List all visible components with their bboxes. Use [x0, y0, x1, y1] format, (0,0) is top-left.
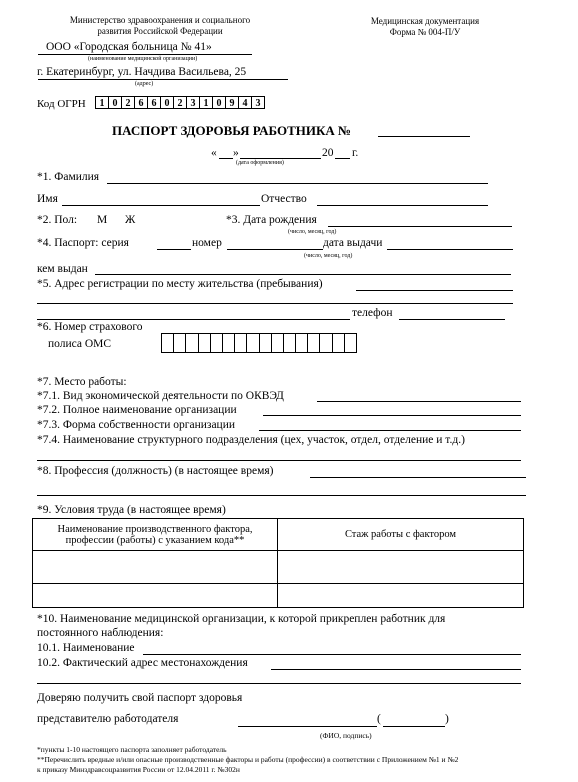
date-day-line [219, 158, 233, 159]
date-year-suffix: г. [352, 147, 359, 159]
trust-name-line[interactable] [238, 726, 377, 727]
profession-line-1[interactable] [310, 477, 526, 478]
org-full-name-line[interactable] [263, 415, 521, 416]
name-label: Имя [37, 193, 58, 205]
sex-label: *2. Пол: [37, 214, 78, 226]
section10-name-label: 10.1. Наименование [37, 642, 135, 654]
ogrn-digit-cell: 0 [212, 96, 226, 109]
registration-line-3[interactable] [37, 319, 350, 320]
birth-date-line[interactable] [328, 226, 512, 227]
table-row [33, 584, 524, 608]
ogrn-digit-cell: 0 [160, 96, 174, 109]
passport-label: *4. Паспорт: серия [37, 237, 129, 249]
issue-date-label: дата выдачи [323, 237, 383, 249]
ogrn-digit-cell: 1 [199, 96, 213, 109]
section10-address-label: 10.2. Фактический адрес местонахождения [37, 657, 248, 669]
table-cell-experience[interactable] [278, 584, 524, 608]
date-year-line [335, 158, 350, 159]
ogrn-label: Код ОГРН [37, 98, 86, 110]
profession-line-2[interactable] [37, 495, 526, 496]
trust-signature-line[interactable] [383, 726, 445, 727]
profession-label: *8. Профессия (должность) (в настоящее время) [37, 465, 274, 477]
ogrn-digit-cell: 1 [95, 96, 109, 109]
footnote-2: **Перечислить вредные и/или опасные производственные факторы и работы (профессии) в соответствии с Приложением №1 и №2 [37, 755, 459, 764]
department-line[interactable] [37, 460, 521, 461]
org-full-name-label: *7.2. Полное наименование организации [37, 404, 237, 416]
ogrn-digit-cell: 2 [121, 96, 135, 109]
issue-date-line[interactable] [387, 249, 513, 250]
ogrn-digit-cell: 6 [134, 96, 148, 109]
issued-by-label: кем выдан [37, 263, 88, 275]
patronymic-label: Отчество [261, 193, 307, 205]
ogrn-digit-cell: 4 [238, 96, 252, 109]
issued-by-line[interactable] [95, 274, 511, 275]
ogrn-digit-cell: 2 [173, 96, 187, 109]
section10-address-line[interactable] [271, 669, 521, 670]
date-open-quote: « [211, 147, 217, 159]
registration-line-2[interactable] [37, 303, 513, 304]
passport-series-line[interactable] [157, 249, 191, 250]
page-title: ПАСПОРТ ЗДОРОВЬЯ РАБОТНИКА № [112, 123, 352, 138]
footnote-1: *пункты 1-10 настоящего паспорта заполняет работодатель [37, 745, 227, 754]
department-label: *7.4. Наименование структурного подразделения (цех, участок, отдел, отделение и т.д.) [37, 434, 465, 446]
ownership-label: *7.3. Форма собственности организации [37, 419, 236, 431]
phone-line[interactable] [399, 319, 505, 320]
oms-label-1: *6. Номер страхового [37, 321, 143, 333]
phone-label: телефон [352, 307, 393, 319]
okved-line[interactable] [317, 401, 521, 402]
ministry-line1: Министерство здравоохранения и социального [69, 15, 251, 25]
address-text: г. Екатеринбург, ул. Начдива Васильева, 25 [37, 66, 247, 78]
date-month-line [240, 158, 321, 159]
sex-m[interactable]: М [97, 214, 108, 226]
address-underline [38, 79, 288, 80]
table-header-factor-line1: Наименование производственного фактора, [57, 523, 253, 535]
date-caption: (дата оформления) [236, 160, 284, 166]
footnote-3: к приказу Минздравсоцразвития России от 12.04.2011 г. №302н [37, 765, 240, 774]
ogrn-digit-cell: 3 [251, 96, 265, 109]
registration-line-1[interactable] [356, 290, 513, 291]
section10-line2: постоянного наблюдения: [37, 627, 164, 639]
passport-number-label: номер [192, 237, 222, 249]
table-cell-factor[interactable] [33, 584, 278, 608]
ogrn-digit-cell: 9 [225, 96, 239, 109]
ogrn-digit-cell: 0 [108, 96, 122, 109]
trust-caption: (ФИО, подпись) [320, 731, 372, 740]
conditions-label: *9. Условия труда (в настоящее время) [37, 504, 226, 516]
address-caption: (адрес) [135, 81, 154, 87]
surname-line[interactable] [107, 183, 488, 184]
doc-type: Медицинская документация [370, 16, 480, 26]
patronymic-line[interactable] [317, 205, 488, 206]
trust-line2: представителю работодателя [37, 713, 179, 725]
trust-close-paren: ) [445, 713, 449, 725]
title-number-line [378, 136, 470, 137]
okved-label: *7.1. Вид экономической деятельности по ОКВЭД [37, 390, 284, 402]
org-name-underline [38, 54, 252, 55]
table-header-factor-line2: профессии (работы) с указанием кода** [65, 534, 245, 546]
sex-f[interactable]: Ж [125, 214, 136, 226]
trust-open-paren: ( [377, 713, 381, 725]
workplace-label: *7. Место работы: [37, 376, 127, 388]
issue-date-caption: (число, месяц, год) [304, 253, 353, 259]
date-close-quote: » [233, 147, 239, 159]
table-header-experience: Стаж работы с фактором [278, 519, 524, 551]
oms-number-cells[interactable] [162, 333, 357, 353]
table-header-factor [33, 519, 278, 551]
ogrn-digit-cell: 3 [186, 96, 200, 109]
section10-address-line-2[interactable] [37, 683, 521, 684]
trust-line1: Доверяю получить свой паспорт здоровья [37, 692, 243, 704]
work-conditions-table [32, 518, 524, 608]
org-name: ООО «Городская больница № 41» [46, 41, 212, 53]
org-name-caption: (наименование медицинской организации) [88, 56, 198, 62]
table-cell-experience[interactable] [278, 551, 524, 584]
oms-label-2: полиса ОМС [48, 338, 112, 350]
section10-name-line[interactable] [143, 654, 521, 655]
form-number: Форма № 004-П/У [389, 27, 461, 37]
ogrn-cells [96, 96, 265, 109]
ownership-line[interactable] [259, 430, 521, 431]
birth-date-label: *3. Дата рождения [226, 214, 317, 226]
passport-number-line[interactable] [227, 249, 323, 250]
name-line[interactable] [62, 205, 260, 206]
ministry-line2: развития Российской Федерации [97, 26, 223, 36]
birth-date-caption: (число, месяц, год) [288, 229, 337, 235]
date-year-prefix: 20 [322, 147, 334, 159]
table-cell-factor[interactable] [33, 551, 278, 584]
table-row [33, 551, 524, 584]
ogrn-digit-cell: 6 [147, 96, 161, 109]
surname-label: *1. Фамилия [37, 171, 100, 183]
oms-digit-cell[interactable] [344, 333, 357, 353]
registration-label: *5. Адрес регистрации по месту жительства (пребывания) [37, 278, 323, 290]
section10-line1: *10. Наименование медицинской организации, к которой прикреплен работник для [37, 613, 446, 625]
